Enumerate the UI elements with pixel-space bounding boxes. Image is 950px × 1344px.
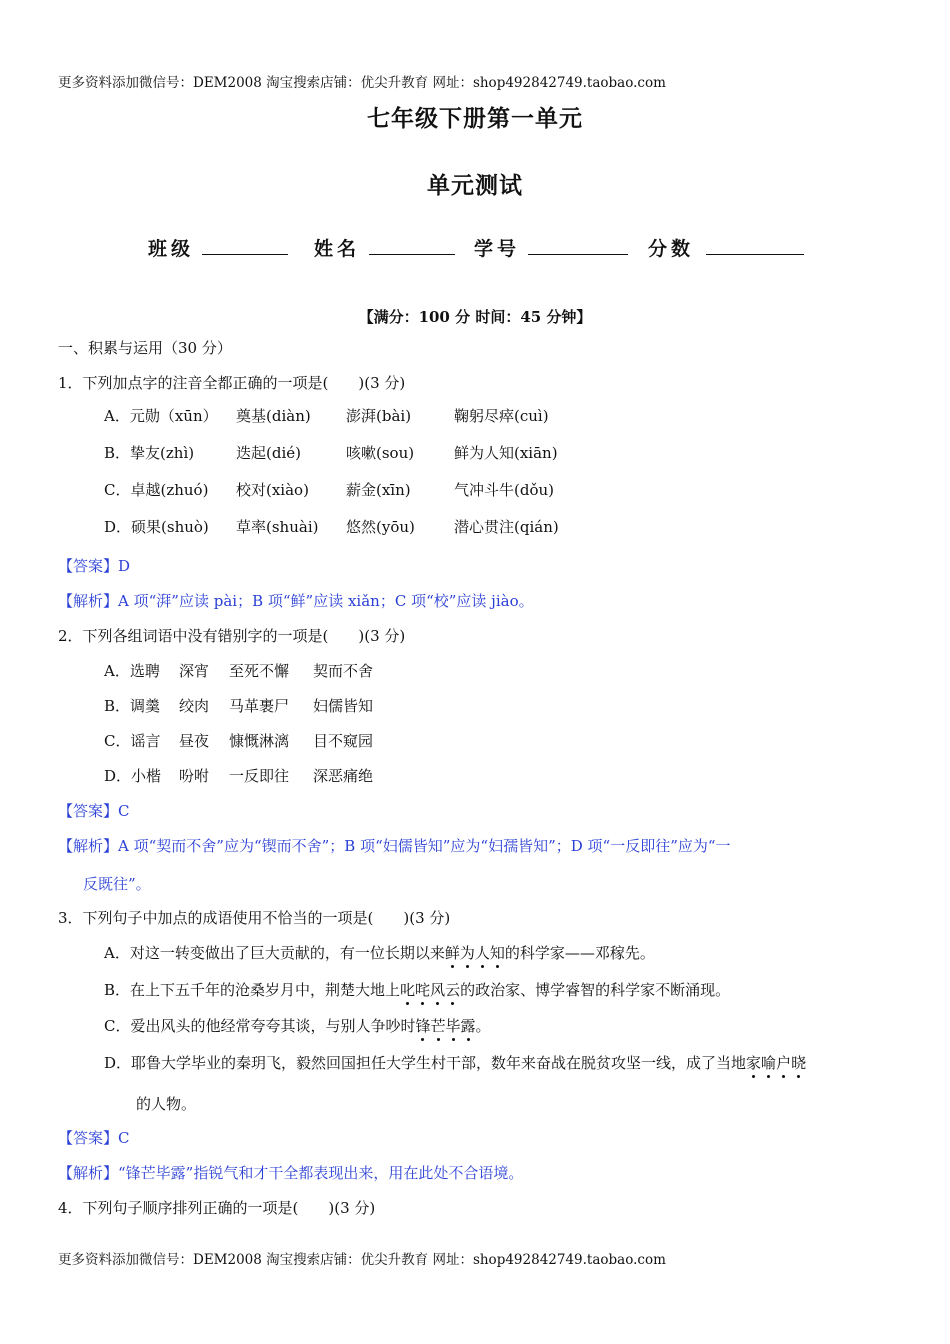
q1-d-4: 潜心贯注(qián) [454,518,559,536]
emphasis-char: 风 [430,981,446,999]
emphasis-char: 鲜 [444,944,460,962]
question-1-stem: 1．下列加点字的注音全都正确的一项是( )(3 分) [58,374,406,392]
q2-a-4: 契而不舍 [313,662,374,680]
q2-c-4: 目不窥园 [313,732,374,750]
q1-d-1: D．硕果(shuò) [104,518,209,536]
q2-d-1: D．小楷 [104,767,162,785]
q3-analysis-text: “锋芒毕露”指锐气和才干全都表现出来，用在此处不合语境。 [118,1164,524,1182]
q2-a-1: A．选聘 [104,662,160,680]
q3-option-c [104,1016,491,1036]
q3-option-a [104,943,655,963]
q3-answer [58,1128,130,1148]
emphasis-char: 户 [776,1054,792,1072]
page-header: 更多资料添加微信号：DEM2008 淘宝搜索店铺：优尖升教育 网址：shop492842749.taobao.com [58,75,666,91]
q1-c-1: C．卓越(zhuó) [104,481,209,499]
question-4-stem: 4．下列句子顺序排列正确的一项是( )(3 分) [58,1199,376,1217]
q1-a-3: 澎湃(bài) [346,407,412,425]
q1-option-d [0,517,950,537]
emphasis-char: 家 [746,1054,762,1072]
q3-b-idiom [400,981,460,999]
q2-option-b [0,696,950,716]
emphasis-char: 知 [489,944,505,962]
score-blank[interactable] [706,254,804,255]
name-label: 姓名 [314,238,361,260]
q1-option-a [0,406,950,426]
q2-answer-value: C [118,802,130,820]
name-blank[interactable] [369,254,455,255]
q3-a-post: 的科学家——邓稼先。 [504,944,655,962]
q1-analysis [58,591,534,611]
q1-answer [58,556,130,576]
q3-b-pre: B．在上下五千年的沧桑岁月中，荆楚大地上 [104,981,401,999]
q3-answer-value: C [118,1129,130,1147]
q1-d-3: 悠然(yōu) [346,518,415,536]
emphasis-char: 喻 [761,1054,777,1072]
analysis-tag: 【解析】 [58,592,119,610]
q2-a-2: 深宵 [179,662,210,680]
q1-d-2: 草率(shuài) [236,518,319,536]
q2-b-4: 妇儒皆知 [313,697,374,715]
analysis-tag: 【解析】 [58,837,119,855]
q2-answer [58,801,130,821]
q2-b-2: 绞肉 [179,697,210,715]
document-title: 七年级下册第一单元 [367,106,583,132]
emphasis-char: 毕 [445,1017,461,1035]
q3-option-b [104,980,730,1000]
q1-a-2: 奠基(diàn) [236,407,311,425]
q1-option-b [0,443,950,463]
q3-option-d [104,1053,806,1073]
q3-c-post: 。 [475,1017,491,1035]
q2-b-1: B．调羹 [104,697,161,715]
emphasis-char: 锋 [415,1017,431,1035]
q2-analysis-cont: 反既往”。 [83,875,151,893]
q3-b-post: 的政治家、博学睿智的科学家不断涌现。 [460,981,731,999]
q2-d-2: 吩咐 [179,767,210,785]
id-label: 学号 [474,238,521,260]
q2-c-3: 慷慨淋漓 [229,732,290,750]
q1-b-3: 咳嗽(sou) [346,444,415,462]
q2-option-c [0,731,950,751]
question-2-stem: 2．下列各组词语中没有错别字的一项是( )(3 分) [58,627,406,645]
q1-b-2: 迭起(dié) [236,444,301,462]
q2-c-1: C．谣言 [104,732,161,750]
q2-b-3: 马革裹尸 [229,697,290,715]
q2-a-3: 至死不懈 [229,662,290,680]
q3-c-pre: C．爱出风头的他经常夸夸其谈，与别人争吵时 [104,1017,416,1035]
section-heading: 一、积累与运用（30 分） [58,339,232,357]
q2-option-a [0,661,950,681]
q3-option-d-cont: 的人物。 [136,1095,197,1113]
q1-b-4: 鲜为人知(xiān) [454,444,558,462]
q3-a-idiom [445,944,505,962]
question-3-stem: 3．下列句子中加点的成语使用不恰当的一项是( )(3 分) [58,909,451,927]
emphasis-char: 叱 [400,981,416,999]
id-blank[interactable] [528,254,628,255]
q3-c-idiom [415,1017,475,1035]
q1-analysis-text: A 项“湃”应读 pài；B 项“鲜”应读 xiǎn；C 项“校”应读 jiào。 [118,592,534,610]
q2-d-3: 一反即往 [229,767,290,785]
emphasis-char: 咤 [415,981,431,999]
q2-d-4: 深恶痛绝 [313,767,374,785]
emphasis-char: 云 [445,981,461,999]
emphasis-char: 为 [459,944,475,962]
q1-a-4: 鞠躬尽瘁(cuì) [454,407,549,425]
q1-c-3: 薪金(xīn) [346,481,411,499]
q1-c-2: 校对(xiào) [236,481,309,499]
q1-a-1: A．元勋（xūn） [104,407,218,425]
q1-option-c [0,480,950,500]
student-info-line [148,234,848,264]
class-blank[interactable] [202,254,288,255]
score-label: 分数 [648,238,695,260]
q3-analysis [58,1163,523,1183]
document-subtitle: 单元测试 [427,173,523,199]
page-footer: 更多资料添加微信号：DEM2008 淘宝搜索店铺：优尖升教育 网址：shop492842749.taobao.com [58,1252,666,1268]
emphasis-char: 芒 [430,1017,446,1035]
q2-c-2: 昼夜 [179,732,210,750]
answer-tag: 【答案】 [58,557,119,575]
answer-tag: 【答案】 [58,1129,119,1147]
emphasis-char: 人 [474,944,490,962]
q1-b-1: B．挚友(zhì) [104,444,195,462]
class-label: 班级 [148,238,195,260]
q2-option-d [0,766,950,786]
answer-tag: 【答案】 [58,802,119,820]
q3-a-pre: A．对这一转变做出了巨大贡献的，有一位长期以来 [104,944,445,962]
q1-c-4: 气冲斗牛(dǒu) [454,481,554,499]
q3-d-pre: D．耶鲁大学毕业的秦玥飞，毅然回国担任大学生村干部，数年来奋战在脱贫攻坚一线，成了当地 [104,1054,747,1072]
q2-analysis [58,836,731,856]
q3-d-idiom [746,1054,806,1072]
score-time-line: 【满分：100 分 时间：45 分钟】 [358,308,592,326]
q1-answer-value: D [118,557,131,575]
q2-analysis-text: A 项“契而不舍”应为“锲而不舍”；B 项“妇儒皆知”应为“妇孺皆知”；D 项“一反即往”应为“一 [118,837,731,855]
emphasis-char: 晓 [791,1054,807,1072]
emphasis-char: 露 [460,1017,476,1035]
analysis-tag: 【解析】 [58,1164,119,1182]
